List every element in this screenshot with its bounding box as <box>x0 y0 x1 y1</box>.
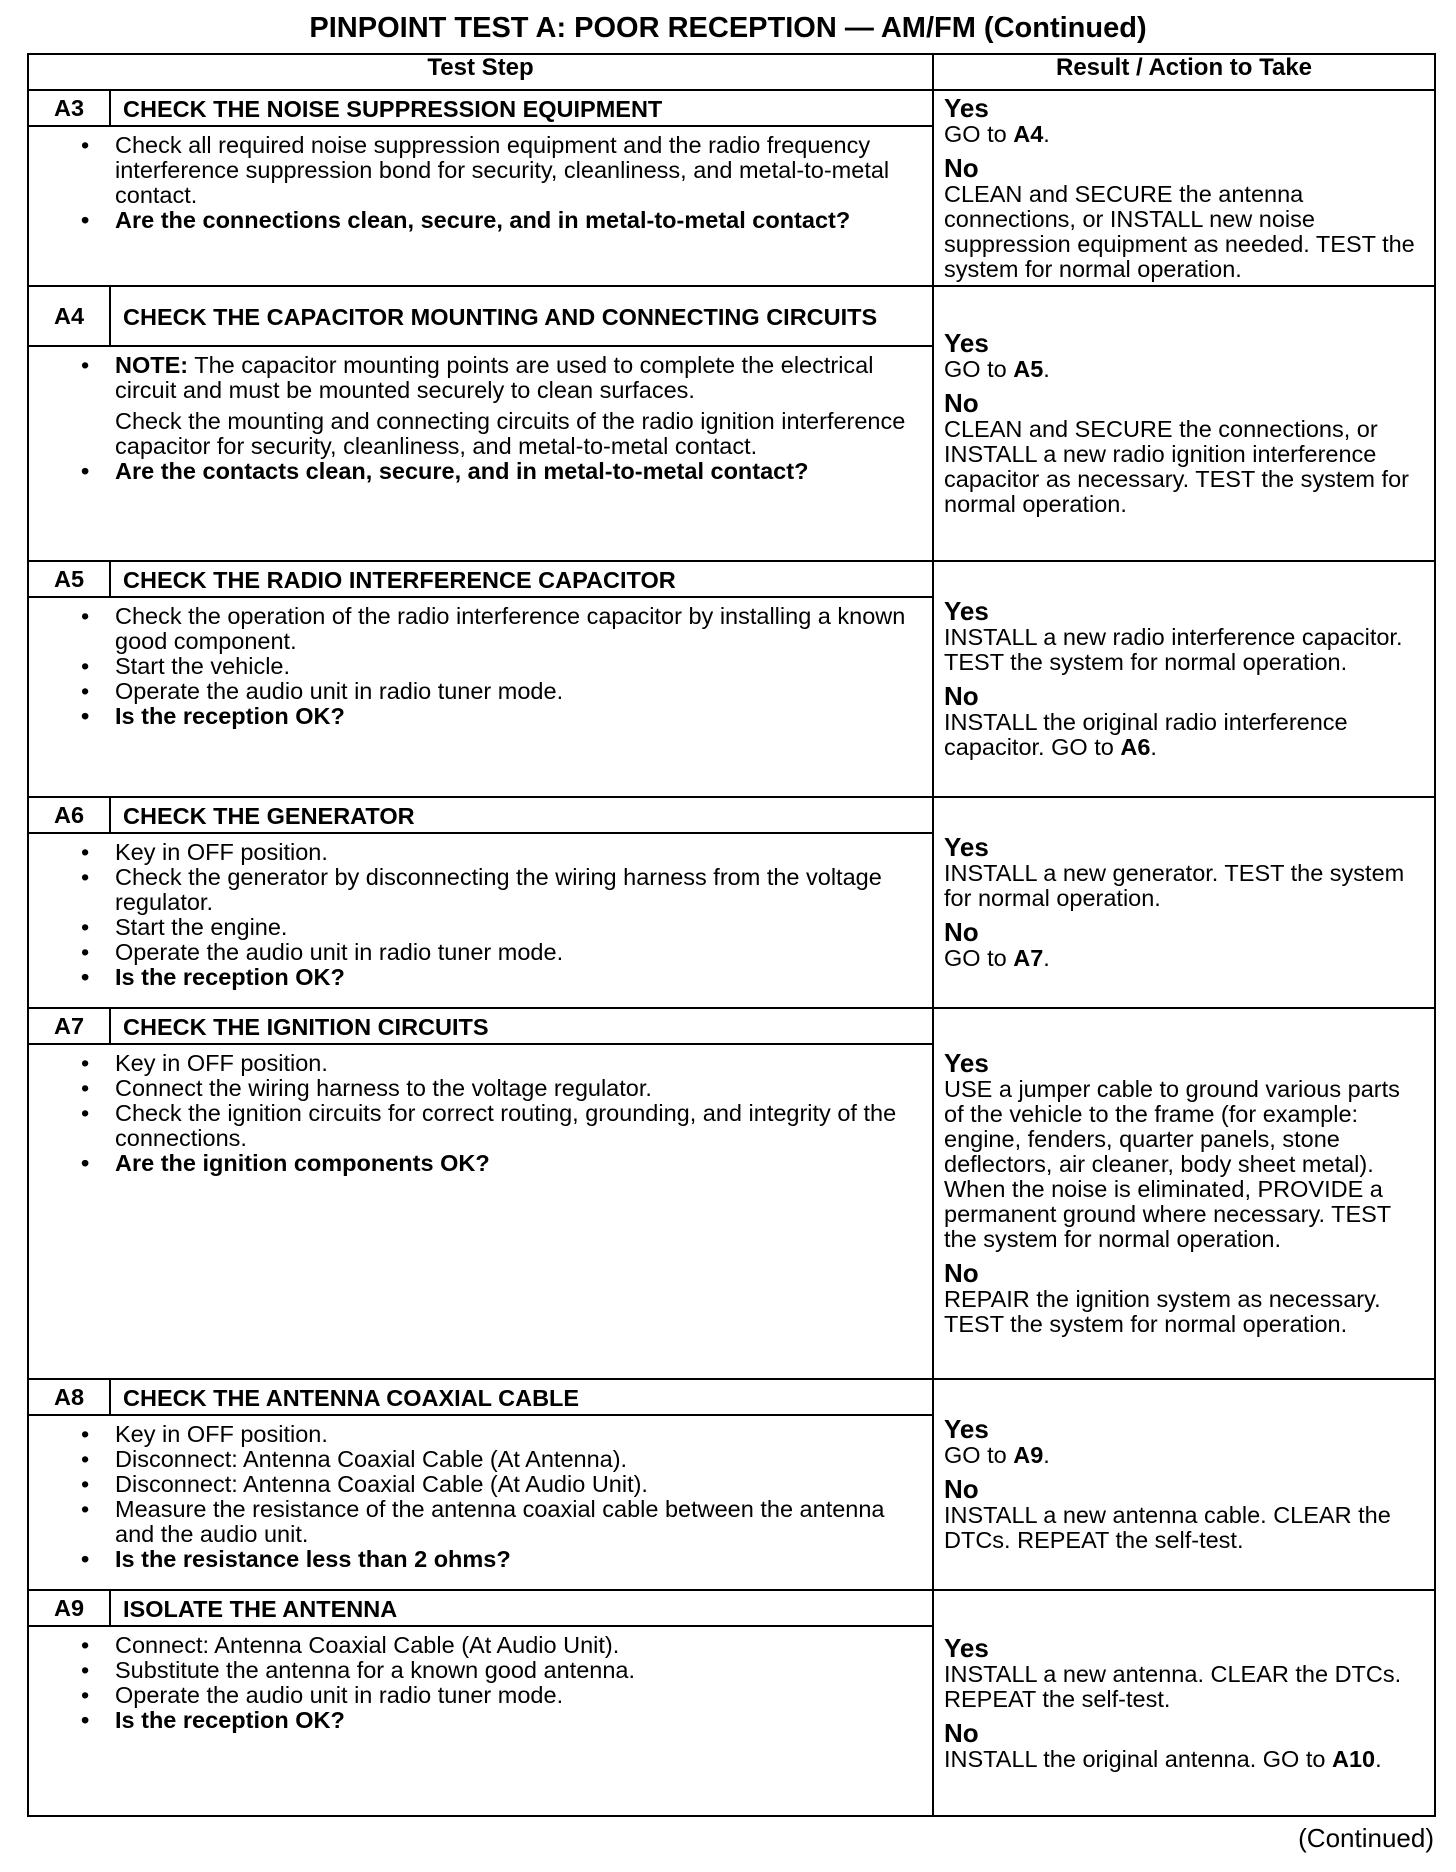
instruction-item: • Start the vehicle. <box>76 654 920 679</box>
step-title-row <box>28 90 1435 126</box>
instruction-item: • Key in OFF position. <box>76 1422 920 1447</box>
no-block <box>944 1260 1424 1337</box>
instruction-item: • Check all required noise suppression equipment and the radio frequency interference suppression bond for security, cleanliness, and metal-to-metal contact. <box>76 133 920 208</box>
yes-block <box>944 834 1424 911</box>
instruction-item: • Operate the audio unit in radio tuner mode. <box>76 679 920 704</box>
page-title: PINPOINT TEST A: POOR RECEPTION — AM/FM (Continued) <box>309 12 1147 44</box>
note-text: The capacitor mounting points are used to complete the electrical circuit and must be mounted securely to clean surfaces. <box>115 352 874 403</box>
instruction-item: • Start the engine. <box>76 915 920 940</box>
table-body <box>28 90 1435 1816</box>
instruction-item: • Key in OFF position. <box>76 840 920 865</box>
table-header-row <box>28 54 1435 90</box>
step-title: CHECK THE RADIO INTERFERENCE CAPACITOR <box>110 561 933 597</box>
no-action: INSTALL a new antenna cable. CLEAR the DTCs. REPEAT the self-test. <box>944 1502 1391 1553</box>
yes-block <box>944 330 1424 382</box>
step-id: A3 <box>28 90 110 126</box>
yes-label: Yes <box>944 832 989 862</box>
no-action: INSTALL the original antenna. GO to <box>944 1745 1332 1772</box>
step-instructions <box>28 833 933 1008</box>
instruction-item: • Operate the audio unit in radio tuner mode. <box>76 940 920 965</box>
step-instructions <box>28 126 933 286</box>
result-action-cell <box>933 90 1435 286</box>
no-action: REPAIR the ignition system as necessary. TEST the system for normal operation. <box>944 1286 1381 1337</box>
step-title-row <box>28 561 1435 597</box>
instruction-item: • Operate the audio unit in radio tuner mode. <box>76 1683 920 1708</box>
no-punct: . <box>1375 1745 1382 1772</box>
step-instructions <box>28 346 933 561</box>
result-action-cell <box>933 286 1435 561</box>
step-instructions <box>28 1044 933 1379</box>
result-action-cell <box>933 797 1435 1008</box>
note-label: NOTE: <box>115 352 189 378</box>
yes-label: Yes <box>944 1414 989 1444</box>
no-step-ref: A7 <box>1013 945 1044 971</box>
result-action-cell <box>933 1590 1435 1816</box>
step-id: A4 <box>28 286 110 346</box>
yes-action: GO to <box>944 120 1014 147</box>
yes-block <box>944 1050 1424 1252</box>
yes-label: Yes <box>944 328 989 358</box>
step-id: A8 <box>28 1379 110 1415</box>
instruction-question: • Are the contacts clean, secure, and in metal-to-metal contact? <box>76 459 920 484</box>
yes-step-ref: A4 <box>1013 120 1044 147</box>
step-id: A6 <box>28 797 110 833</box>
step-title: CHECK THE CAPACITOR MOUNTING AND CONNECTING CIRCUITS <box>110 286 933 346</box>
yes-label: Yes <box>944 92 989 123</box>
step-title-row <box>28 1590 1435 1626</box>
instruction-question: • Is the resistance less than 2 ohms? <box>76 1547 920 1572</box>
instruction-item: • Check the ignition circuits for correct routing, grounding, and integrity of the connections. <box>76 1101 920 1151</box>
no-label: No <box>944 681 979 711</box>
yes-action: GO to <box>944 1442 1014 1468</box>
result-action-cell <box>933 1379 1435 1590</box>
no-block <box>944 1476 1424 1553</box>
no-block <box>944 919 1424 971</box>
yes-label: Yes <box>944 596 989 626</box>
instruction-item: • Disconnect: Antenna Coaxial Cable (At Antenna). <box>76 1447 920 1472</box>
step-title: ISOLATE THE ANTENNA <box>110 1590 933 1626</box>
instruction-question: • Is the reception OK? <box>76 965 920 990</box>
instruction-question: • Is the reception OK? <box>76 704 920 729</box>
instruction-item: • Substitute the antenna for a known good antenna. <box>76 1658 920 1683</box>
instruction-question: • Are the connections clean, secure, and in metal-to-metal contact? <box>76 208 920 233</box>
yes-action: GO to <box>944 356 1014 382</box>
yes-block <box>944 1416 1424 1468</box>
continued-footer: (Continued) <box>1298 1823 1434 1853</box>
step-title-row <box>28 1008 1435 1044</box>
no-punct: . <box>1043 945 1050 971</box>
instruction-item: • Connect: Antenna Coaxial Cable (At Audio Unit). <box>76 1633 920 1658</box>
yes-action: INSTALL a new antenna. CLEAR the DTCs. REPEAT the self-test. <box>944 1660 1402 1712</box>
no-label: No <box>944 152 979 183</box>
no-action: CLEAN and SECURE the connections, or INSTALL a new radio ignition interference capacitor as necessary. TEST the system for normal operation. <box>944 416 1409 517</box>
step-title: CHECK THE NOISE SUPPRESSION EQUIPMENT <box>110 90 933 126</box>
step-instructions <box>28 1415 933 1590</box>
step-id: A7 <box>28 1008 110 1044</box>
yes-punct: . <box>1043 1442 1050 1468</box>
yes-punct: . <box>1043 356 1050 382</box>
no-label: No <box>944 1474 979 1504</box>
no-block <box>944 1717 1424 1772</box>
no-step-ref: A6 <box>1120 734 1151 760</box>
instruction-item: • Check the generator by disconnecting the wiring harness from the voltage regulator. <box>76 865 920 915</box>
no-label: No <box>944 917 979 947</box>
no-action: GO to <box>944 945 1014 971</box>
yes-step-ref: A9 <box>1013 1442 1044 1468</box>
step-title-row <box>28 286 1435 346</box>
yes-action: USE a jumper cable to ground various parts of the vehicle to the frame (for example: engine, fenders, quarter panels, stone deflectors, air cleaner, body sheet metal). When the noise is eliminated, PROVIDE a permanent ground where necessary. TEST the system for normal operation. <box>944 1076 1400 1252</box>
no-block <box>944 390 1424 517</box>
step-instructions <box>28 597 933 797</box>
yes-block <box>944 92 1424 147</box>
instruction-item: • Connect the wiring harness to the voltage regulator. <box>76 1076 920 1101</box>
instruction-question: • Is the reception OK? <box>76 1708 920 1733</box>
instruction-item: • Disconnect: Antenna Coaxial Cable (At Audio Unit). <box>76 1472 920 1497</box>
step-title-row <box>28 797 1435 833</box>
step-id: A9 <box>28 1590 110 1626</box>
yes-step-ref: A5 <box>1013 356 1044 382</box>
result-action-cell <box>933 561 1435 797</box>
step-title-row <box>28 1379 1435 1415</box>
no-step-ref: A10 <box>1331 1745 1376 1772</box>
step-instructions <box>28 1626 933 1816</box>
no-block <box>944 152 1424 282</box>
no-label: No <box>944 1258 979 1288</box>
no-action: CLEAN and SECURE the antenna connections, or INSTALL new noise suppression equipment as needed. TEST the system for normal operation. <box>944 180 1415 282</box>
instruction-note <box>76 353 920 403</box>
test-step-header: Test Step <box>28 54 933 90</box>
yes-block <box>944 1632 1424 1712</box>
instruction-item: • Check the operation of the radio interference capacitor by installing a known good component. <box>76 604 920 654</box>
yes-action: INSTALL a new generator. TEST the system for normal operation. <box>944 860 1405 911</box>
yes-label: Yes <box>944 1048 989 1078</box>
instruction-continuation: Check the mounting and connecting circuits of the radio ignition interference capacitor for security, cleanliness, and metal-to-metal contact. <box>115 408 906 459</box>
no-action: INSTALL the original radio interference capacitor. GO to <box>944 709 1348 760</box>
no-block <box>944 683 1424 760</box>
yes-block <box>944 598 1424 675</box>
yes-label: Yes <box>944 1632 989 1663</box>
instruction-question: • Are the ignition components OK? <box>76 1151 920 1176</box>
no-label: No <box>944 1717 979 1748</box>
result-header: Result / Action to Take <box>933 54 1435 90</box>
yes-punct: . <box>1043 120 1050 147</box>
result-action-cell <box>933 1008 1435 1379</box>
pinpoint-test-table <box>27 53 1436 1817</box>
step-id: A5 <box>28 561 110 597</box>
step-title: CHECK THE ANTENNA COAXIAL CABLE <box>110 1379 933 1415</box>
step-title: CHECK THE GENERATOR <box>110 797 933 833</box>
instruction-item: • Measure the resistance of the antenna coaxial cable between the antenna and the audio unit. <box>76 1497 920 1547</box>
no-punct: . <box>1150 734 1157 760</box>
no-label: No <box>944 388 979 418</box>
step-title: CHECK THE IGNITION CIRCUITS <box>110 1008 933 1044</box>
yes-action: INSTALL a new radio interference capacitor. TEST the system for normal operation. <box>944 624 1403 675</box>
instruction-item: • Key in OFF position. <box>76 1051 920 1076</box>
